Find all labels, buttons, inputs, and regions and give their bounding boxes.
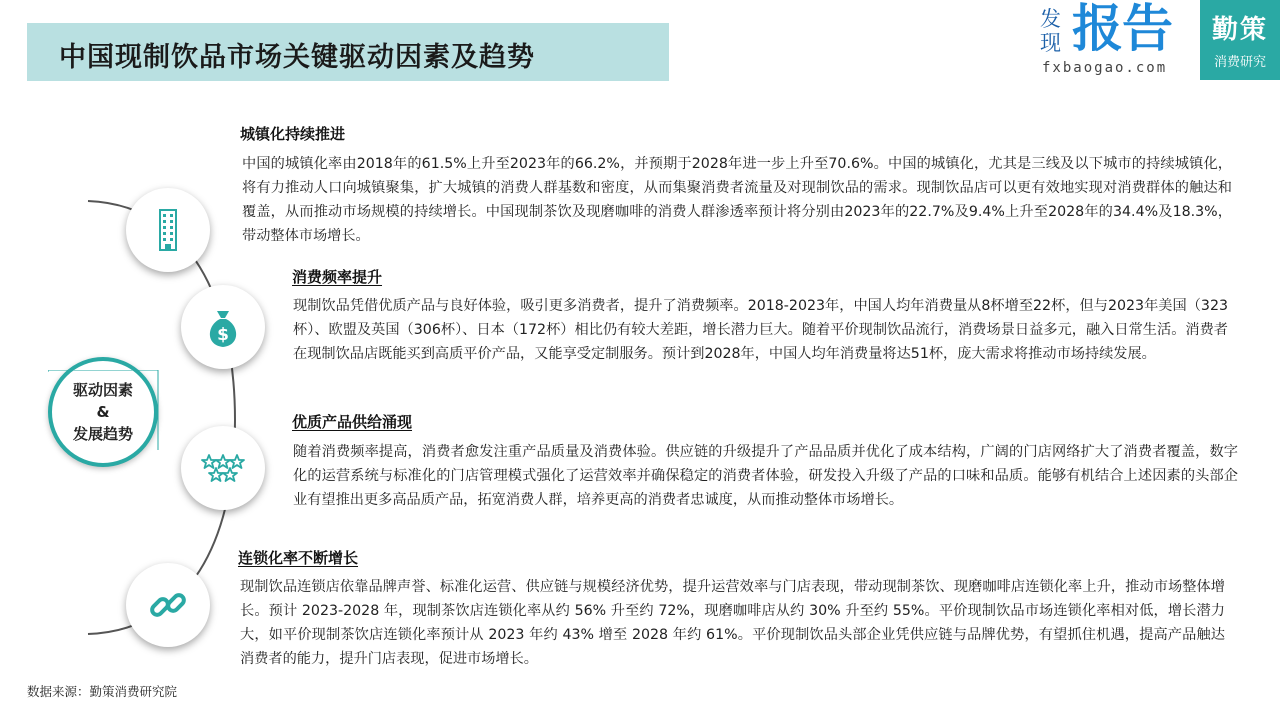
section-heading-chain: 连锁化率不断增长 [238, 549, 359, 567]
icon-circle-frequency [181, 285, 265, 369]
fxbaogao-logo [1040, 0, 1200, 78]
icon-circle-chain [126, 563, 210, 647]
data-source: 数据来源：勤策消费研究院 [27, 684, 178, 699]
section-body-chain: 现制饮品连锁店依靠品牌声誉、标准化运营、供应链与规模经济优势，提升运营效率与门店表现，带动现制茶饮、现磨咖啡店连锁化率上升，推动市场整体增长。预计 2023-2028 年，现制茶饮店连锁化率从约 56% 升至约 72%，现磨咖啡店从约 30% 升至约 55%。平价现制饮品市场连锁化率相对低，增长潜力大，如平价现制茶饮店连锁化率预计从 2023 年约 43% 增至 2028 年约 61%。平价现制饮品头部企业凭供应链与品牌优势，有望抓住机遇，提高产品触达消费者的能力，提升门店表现，促进市场增长。 [240, 579, 1225, 667]
section-body-frequency: 现制饮品凭借优质产品与良好体验，吸引更多消费者，提升了消费频率。2018-2023年，中国人均年消费量从8杯增至22杯，但与2023年美国（323杯）、欧盟及英国（306杯）、日本（172杯）相比仍有较大差距，增长潜力巨大。随着平价现制饮品流行，消费场景日益多元，融入日常生活。消费者在现制饮品店既能买到高质平价产品，又能享受定制服务。预计到2028年，中国人均年消费量将达51杯，庞大需求将推动市场持续发展。 [293, 298, 1228, 362]
icon-circle-quality [181, 426, 265, 510]
logo-url: fxbaogao.com [1042, 60, 1168, 76]
qince-logo [1200, 0, 1280, 80]
center-frame [48, 370, 160, 450]
section-body-quality: 随着消费频率提高，消费者愈发注重产品质量及消费体验。供应链的升级提升了产品品质并优化了成本结构，广阔的门店网络扩大了消费者覆盖，数字化的运营系统与标准化的门店管理模式强化了运营效率并确保稳定的消费者体验，研发投入升级了产品的口味和品质。能够有机结合上述因素的头部企业有望推出更多高品质产品，拓宽消费人群，培养更高的消费者忠诚度，从而推动整体市场增长。 [293, 444, 1238, 508]
icon-circle-urbanization [126, 188, 210, 272]
page-title: 中国现制饮品市场关键驱动因素及趋势 [59, 42, 535, 73]
qince-logo-sub: 消费研究 [1213, 55, 1266, 70]
chain-link-icon [148, 585, 188, 625]
stars-icon [201, 453, 245, 483]
center-line-3: 发展趋势 [72, 425, 133, 443]
section-heading-urbanization: 城镇化持续推进 [240, 125, 346, 143]
section-heading-frequency: 消费频率提升 [292, 268, 383, 286]
qince-logo-name: 勤策 [1211, 15, 1268, 45]
center-line-2: & [96, 403, 110, 421]
money-bag-icon [203, 305, 243, 349]
center-line-1: 驱动因素 [72, 381, 133, 399]
logo-small-top: 发 [1040, 7, 1061, 31]
section-body-urbanization: 中国的城镇化率由2018年的61.5%上升至2023年的66.2%，并预期于2028年进一步上升至70.6%。中国的城镇化，尤其是三线及以下城市的持续城镇化，将有力推动人口向城镇聚集，扩大城镇的消费人群基数和密度，从而集聚消费者流量及对现制饮品的需求。现制饮品店可以更有效地实现对消费群体的触达和覆盖，从而推动市场规模的持续增长。中国现制茶饮及现磨咖啡的消费人群渗透率预计将分别由2023年的22.7%及9.4%上升至2028年的34.4%及18.3%，带动整体市场增长。 [242, 156, 1232, 244]
building-icon [151, 208, 185, 252]
svg-text:$: $ [217, 325, 229, 345]
section-heading-quality: 优质产品供给涌现 [292, 413, 413, 431]
logo-small-bottom: 现 [1040, 31, 1061, 55]
logo-main-text: 报告 [1072, 0, 1173, 59]
